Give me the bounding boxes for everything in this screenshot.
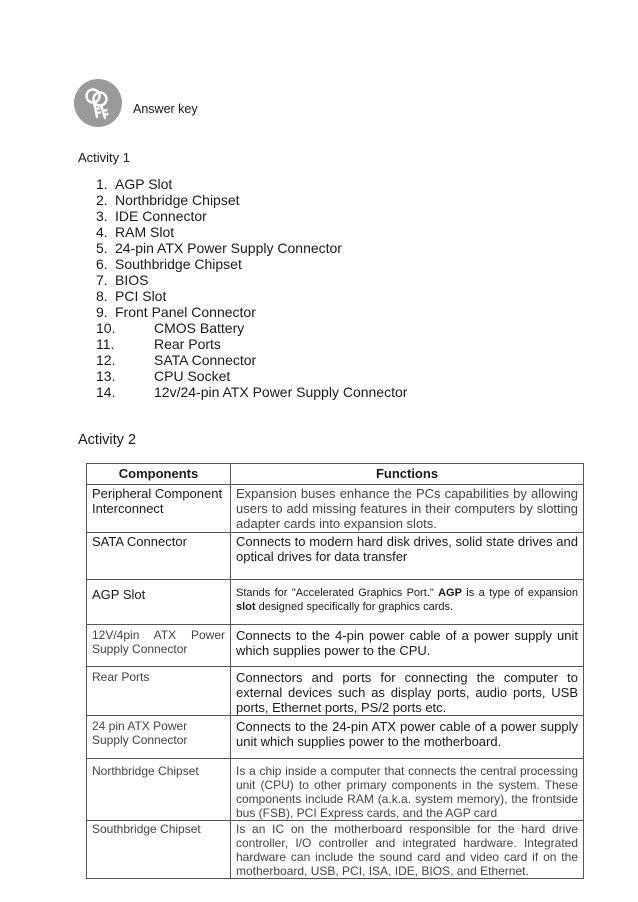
components-column-header: Components bbox=[87, 464, 231, 485]
list-item-number: 10. bbox=[96, 320, 116, 336]
activity-2-heading: Activity 2 bbox=[78, 432, 137, 448]
list-item-number: 13. bbox=[96, 368, 116, 384]
keys-icon-graphic bbox=[74, 79, 122, 127]
list-item-number: 11. bbox=[96, 336, 115, 352]
keys-icon bbox=[74, 79, 122, 127]
table-row bbox=[87, 580, 584, 625]
component-cell: SATA Connector bbox=[87, 533, 231, 580]
list-item bbox=[96, 384, 407, 400]
list-item bbox=[96, 320, 407, 336]
component-cell: AGP Slot bbox=[87, 580, 231, 625]
table-row bbox=[87, 667, 584, 716]
table-header-row bbox=[87, 464, 584, 485]
list-item-label: RAM Slot bbox=[115, 224, 175, 240]
list-item-label: AGP Slot bbox=[115, 176, 173, 192]
list-item-number: 9. bbox=[96, 304, 108, 320]
list-item bbox=[96, 240, 407, 256]
list-item-label: PCI Slot bbox=[115, 288, 167, 304]
component-cell: 24 pin ATX Power Supply Connector bbox=[87, 716, 231, 759]
function-cell: Connects to the 24-pin ATX power cable of a power supply unit which supplies power to the motherboard. bbox=[231, 716, 584, 759]
list-item-number: 14. bbox=[96, 384, 116, 400]
table-row bbox=[87, 533, 584, 580]
list-item bbox=[96, 288, 407, 304]
component-cell: Peripheral Component Interconnect bbox=[87, 485, 231, 533]
function-text: designed specifically for graphics cards. bbox=[255, 601, 454, 613]
list-item-number: 4. bbox=[96, 224, 108, 240]
activity-1-heading: Activity 1 bbox=[78, 150, 131, 165]
functions-column-header: Functions bbox=[231, 464, 584, 485]
function-cell: Connects to the 4-pin power cable of a power supply unit which supplies power to the CPU. bbox=[231, 625, 584, 667]
function-cell: Expansion buses enhance the PCs capabilities by allowing users to add missing features in their computers by slotting adapter cards into expansion slots. bbox=[231, 485, 584, 533]
list-item-number: 2. bbox=[96, 192, 108, 208]
function-cell: Connects to modern hard disk drives, solid state drives and optical drives for data transfer bbox=[231, 533, 584, 580]
table-row bbox=[87, 759, 584, 821]
function-text-bold: slot bbox=[236, 601, 256, 613]
list-item-label: Front Panel Connector bbox=[115, 304, 256, 320]
list-item bbox=[96, 256, 407, 272]
list-item-label: 24-pin ATX Power Supply Connector bbox=[115, 240, 342, 256]
function-text-bold: AGP bbox=[438, 587, 462, 599]
list-item-number: 8. bbox=[96, 288, 108, 304]
function-text: is a type of expansion bbox=[461, 587, 578, 599]
list-item bbox=[96, 304, 407, 320]
components-functions-table bbox=[86, 463, 584, 879]
list-item bbox=[96, 224, 407, 240]
list-item-label: CPU Socket bbox=[154, 368, 231, 384]
list-item-label: Southbridge Chipset bbox=[115, 256, 242, 272]
answer-key-label: Answer key bbox=[133, 102, 198, 116]
list-item-label: Rear Ports bbox=[154, 336, 221, 352]
table-row bbox=[87, 716, 584, 759]
list-item-number: 1. bbox=[96, 176, 108, 192]
list-item bbox=[96, 208, 407, 224]
list-item bbox=[96, 192, 407, 208]
list-item-number: 5. bbox=[96, 240, 108, 256]
function-cell: Is an IC on the motherboard responsible for the hard drive controller, I/O controller and integrated hardware. Integrated hardware can include the sound card and video card if on the motherboard, USB, PCI, ISA, IDE, BIOS, and Ethernet. bbox=[231, 821, 584, 879]
table-row bbox=[87, 485, 584, 533]
function-text: Stands for "Accelerated Graphics Port." bbox=[236, 587, 439, 599]
list-item-label: SATA Connector bbox=[154, 352, 257, 368]
list-item-label: CMOS Battery bbox=[154, 320, 245, 336]
list-item bbox=[96, 352, 407, 368]
component-cell: Southbridge Chipset bbox=[87, 821, 231, 879]
component-cell: Rear Ports bbox=[87, 667, 231, 716]
list-item-number: 7. bbox=[96, 272, 108, 288]
function-cell: Connectors and ports for connecting the computer to external devices such as display ports, audio ports, USB ports, Ethernet ports, PS/2 ports etc. bbox=[231, 667, 584, 716]
list-item-label: 12v/24-pin ATX Power Supply Connector bbox=[154, 384, 408, 400]
table-row bbox=[87, 821, 584, 879]
list-item-number: 6. bbox=[96, 256, 108, 272]
table-row bbox=[87, 625, 584, 667]
list-item bbox=[96, 272, 407, 288]
list-item-label: IDE Connector bbox=[115, 208, 207, 224]
list-item-number: 3. bbox=[96, 208, 108, 224]
component-cell: 12V/4pin ATX Power Supply Connector bbox=[87, 625, 231, 667]
list-item-label: Northbridge Chipset bbox=[115, 192, 240, 208]
component-cell: Northbridge Chipset bbox=[87, 759, 231, 821]
function-cell: Is a chip inside a computer that connects the central processing unit (CPU) to other primary components in the system. These components include RAM (a.k.a. system memory), the frontside bus (FSB), PCI Express cards, and the AGP card bbox=[231, 759, 584, 821]
list-item-label: BIOS bbox=[115, 272, 149, 288]
list-item-number: 12. bbox=[96, 352, 116, 368]
function-cell bbox=[231, 580, 584, 625]
activity-1-list bbox=[96, 176, 407, 400]
list-item bbox=[96, 336, 407, 352]
list-item bbox=[96, 176, 407, 192]
list-item bbox=[96, 368, 407, 384]
